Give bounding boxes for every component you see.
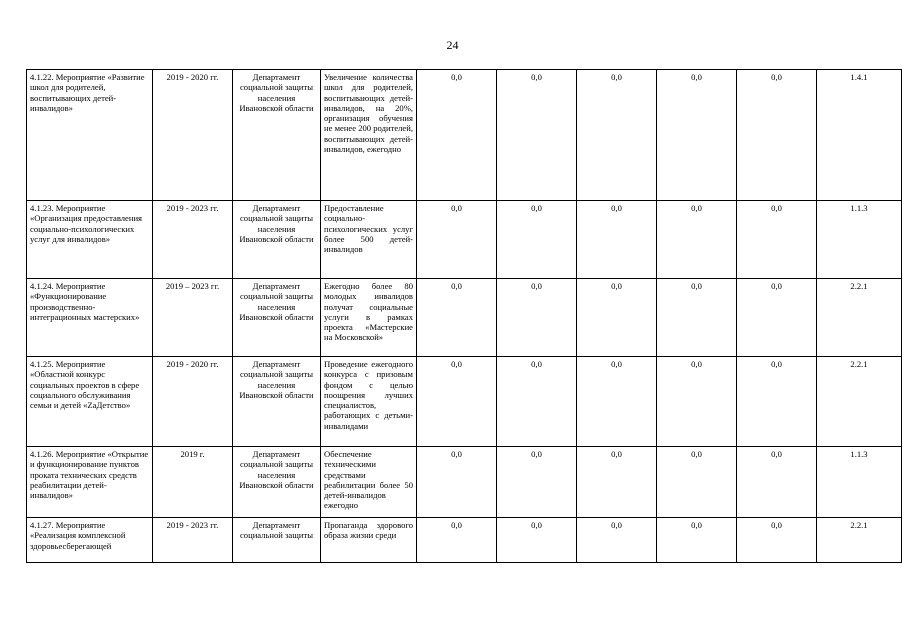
- funding-value-cell: 0,0: [497, 70, 577, 201]
- activity-name-cell: 4.1.26. Мероприятие «Открытие и функционирование пунктов проката технических средств реабилитации детей-инвалидов»: [27, 447, 153, 518]
- table-row: [27, 447, 902, 518]
- funding-value-cell: 0,0: [737, 357, 817, 447]
- funding-value-cell: 0,0: [737, 70, 817, 201]
- funding-value-cell: 0,0: [577, 201, 657, 279]
- funding-value-cell: 0,0: [417, 518, 497, 563]
- funding-value-cell: 0,0: [657, 201, 737, 279]
- funding-value-cell: 0,0: [657, 279, 737, 357]
- executor-cell: Департамент социальной защиты населения Ивановской области: [233, 447, 321, 518]
- activity-name-cell: 4.1.24. Мероприятие «Функционирование производственно-интеграционных мастерских»: [27, 279, 153, 357]
- indicator-code-cell: 2.2.1: [817, 279, 902, 357]
- expected-result-cell: Ежегодно более 80 молодых инвалидов получат социальные услуги в рамках проекта «Мастерские на Московской»: [321, 279, 417, 357]
- indicator-code-cell: 2.2.1: [817, 518, 902, 563]
- funding-value-cell: 0,0: [657, 518, 737, 563]
- executor-cell: Департамент социальной защиты населения Ивановской области: [233, 279, 321, 357]
- funding-value-cell: 0,0: [737, 201, 817, 279]
- funding-value-cell: 0,0: [657, 70, 737, 201]
- funding-value-cell: 0,0: [417, 279, 497, 357]
- table-row: [27, 357, 902, 447]
- table-row: [27, 518, 902, 563]
- indicator-code-cell: 1.1.3: [817, 447, 902, 518]
- funding-value-cell: 0,0: [657, 357, 737, 447]
- activity-name-cell: 4.1.23. Мероприятие «Организация предоставления социально-психологических услуг для инвалидов»: [27, 201, 153, 279]
- funding-value-cell: 0,0: [497, 201, 577, 279]
- funding-value-cell: 0,0: [417, 357, 497, 447]
- activity-name-cell: 4.1.27. Мероприятие «Реализация комплексной здоровьесберегающей: [27, 518, 153, 563]
- executor-cell: Департамент социальной защиты: [233, 518, 321, 563]
- funding-value-cell: 0,0: [497, 279, 577, 357]
- expected-result-cell: Обеспечение техническими средствами реабилитации более 50 детей-инвалидов ежегодно: [321, 447, 417, 518]
- executor-cell: Департамент социальной защиты населения Ивановской области: [233, 70, 321, 201]
- funding-value-cell: 0,0: [417, 447, 497, 518]
- period-cell: 2019 г.: [153, 447, 233, 518]
- funding-value-cell: 0,0: [497, 447, 577, 518]
- funding-value-cell: 0,0: [497, 518, 577, 563]
- funding-value-cell: 0,0: [497, 357, 577, 447]
- funding-value-cell: 0,0: [577, 279, 657, 357]
- period-cell: 2019 - 2020 гг.: [153, 357, 233, 447]
- table-row: [27, 279, 902, 357]
- funding-value-cell: 0,0: [737, 518, 817, 563]
- funding-value-cell: 0,0: [737, 279, 817, 357]
- expected-result-cell: Проведение ежегодного конкурса с призовым фондом с целью поощрения лучших специалистов, работающих с детьми-инвалидами: [321, 357, 417, 447]
- funding-value-cell: 0,0: [657, 447, 737, 518]
- period-cell: 2019 - 2023 гг.: [153, 201, 233, 279]
- page-number: 24: [446, 38, 459, 52]
- funding-value-cell: 0,0: [577, 447, 657, 518]
- period-cell: 2019 - 2020 гг.: [153, 70, 233, 201]
- expected-result-cell: Увеличение количества школ для родителей, воспитывающих детей-инвалидов, на 20%, организация обучения не менее 200 родителей, воспитывающих детей-инвалидов, ежегодно: [321, 70, 417, 201]
- indicator-code-cell: 2.2.1: [817, 357, 902, 447]
- executor-cell: Департамент социальной защиты населения Ивановской области: [233, 357, 321, 447]
- funding-value-cell: 0,0: [577, 357, 657, 447]
- funding-value-cell: 0,0: [737, 447, 817, 518]
- funding-value-cell: 0,0: [417, 201, 497, 279]
- table-row: [27, 70, 902, 201]
- period-cell: 2019 – 2023 гг.: [153, 279, 233, 357]
- table-body: [27, 70, 902, 563]
- table-row: [27, 201, 902, 279]
- funding-value-cell: 0,0: [577, 518, 657, 563]
- expected-result-cell: Пропаганда здорового образа жизни среди: [321, 518, 417, 563]
- activity-name-cell: 4.1.25. Мероприятие «Областной конкурс социальных проектов в сфере социального обслуживания семьи и детей «ZaДетство»: [27, 357, 153, 447]
- expected-result-cell: Предоставление социально-психологических услуг более 500 детей-инвалидов: [321, 201, 417, 279]
- program-activities-table: [26, 69, 902, 563]
- period-cell: 2019 - 2023 гг.: [153, 518, 233, 563]
- indicator-code-cell: 1.4.1: [817, 70, 902, 201]
- funding-value-cell: 0,0: [577, 70, 657, 201]
- executor-cell: Департамент социальной защиты населения Ивановской области: [233, 201, 321, 279]
- activity-name-cell: 4.1.22. Мероприятие «Развитие школ для родителей, воспитывающих детей-инвалидов»: [27, 70, 153, 201]
- indicator-code-cell: 1.1.3: [817, 201, 902, 279]
- funding-value-cell: 0,0: [417, 70, 497, 201]
